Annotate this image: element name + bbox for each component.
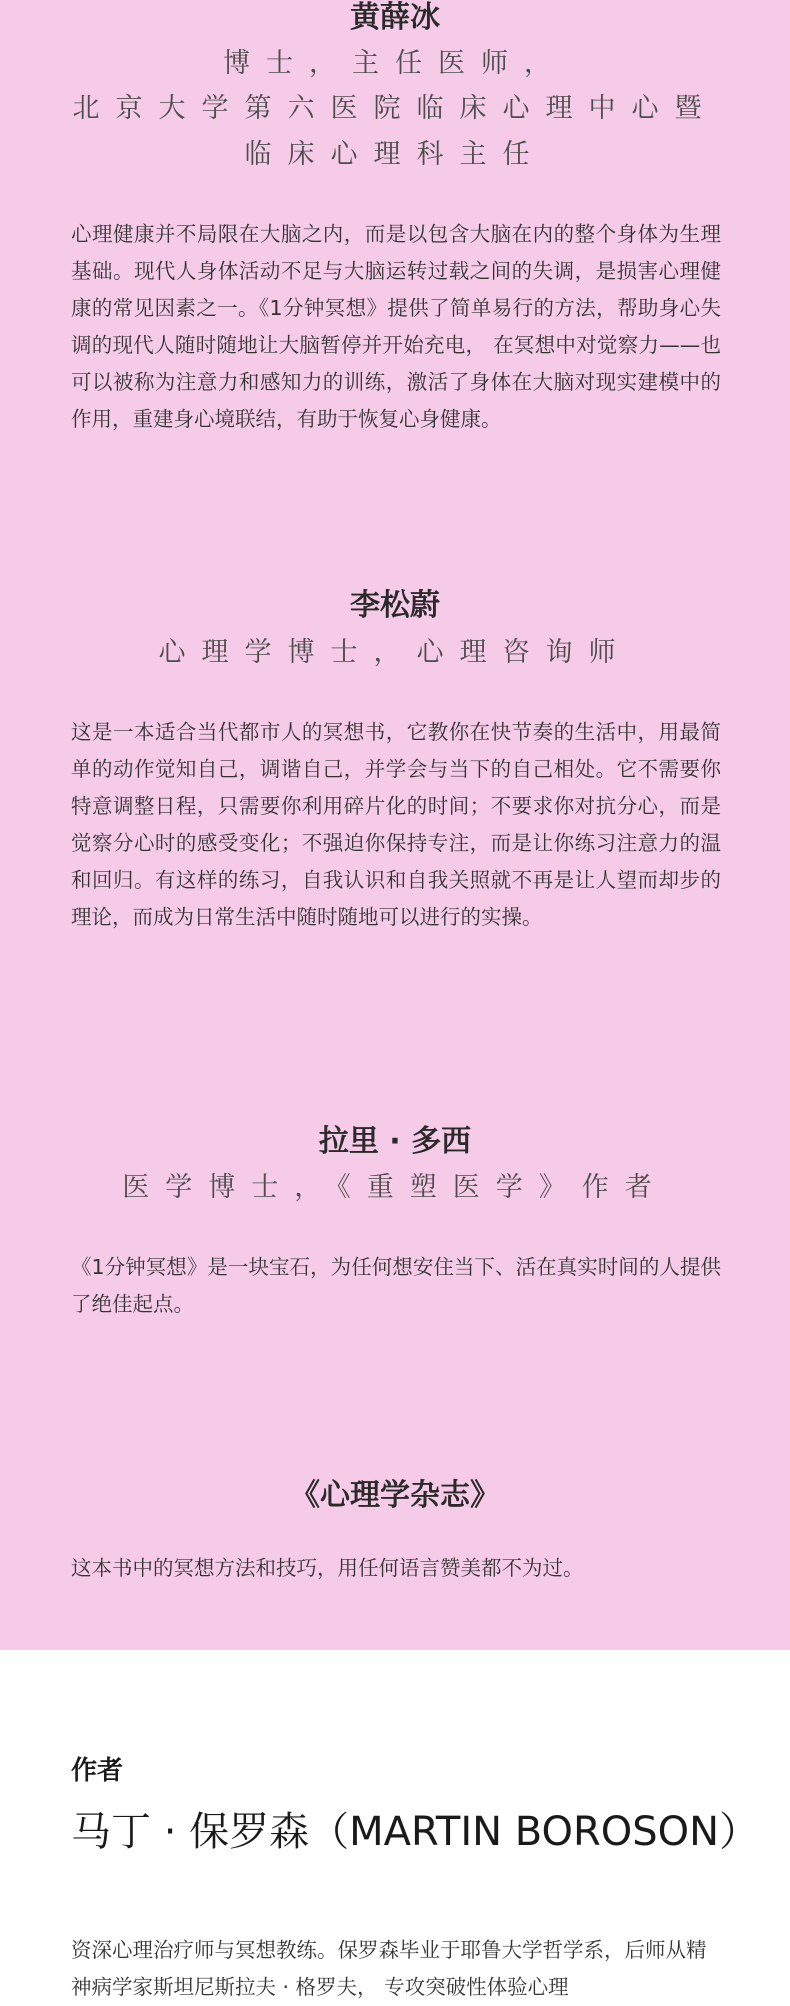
endorser-title-line: 医学博士，《重塑医学》作者 [122,1172,668,1203]
endorsement-text: 心理健康并不局限在大脑之内，而是以包含大脑在内的整个身体为生理基础。现代人身体活动不足与大脑运转过载之间的失调，是损害心理健康的常见因素之一。《1分钟冥想》提供了简单易行的方法，帮助身心失调的现代人随时随地让大脑暂停并开始充电， 在冥想中对觉察力——也可以被称为注意力和感知力的训练，激活了身体在大脑对现实建模中的作用，重建身心境联结，有助于恢复心身健康。 [71,222,721,431]
endorser-title-line: 北京大学第六医院临床心理中心暨 [72,93,718,124]
magazine-name: 《心理学杂志》 [290,1478,500,1513]
author-name: 马丁 · 保罗森（MARTIN BOROSON） [71,1809,760,1855]
magazine-text: 这本书中的冥想方法和技巧，用任何语言赞美都不为过。 [71,1556,584,1580]
endorser-name: 黄薛冰 [350,0,440,35]
author-bio: 资深心理治疗师与冥想教练。保罗森毕业于耶鲁大学哲学系，后师从精神病学家斯坦尼斯拉夫 · 格罗夫， 专攻突破性体验心理 [71,1938,707,1999]
endorsement-text: 《1分钟冥想》是一块宝石，为任何想安住当下、活在真实时间的人提供了绝佳起点。 [71,1255,721,1316]
endorser-title-line: 临床心理科主任 [244,139,546,170]
endorser-name: 李松蔚 [350,588,440,623]
endorser-name: 拉里 · 多西 [318,1124,472,1159]
endorser-title-line: 心理学博士，心理咨询师 [158,637,632,668]
endorsement-text: 这是一本适合当代都市人的冥想书，它教你在快节奏的生活中，用最简单的动作觉知自己，调谐自己，并学会与当下的自己相处。它不需要你特意调整日程，只需要你利用碎片化的时间；不要求你对抗分心，而是觉察分心时的感受变化；不强迫你保持专注，而是让你练习注意力的温和回归。有这样的练习，自我认识和自我关照就不再是让人望而却步的理论，而成为日常生活中随时随地可以进行的实操。 [71,720,721,929]
author-heading: 作者 [71,1756,124,1786]
endorser-title-line: 博士，主任医师， [223,48,567,79]
